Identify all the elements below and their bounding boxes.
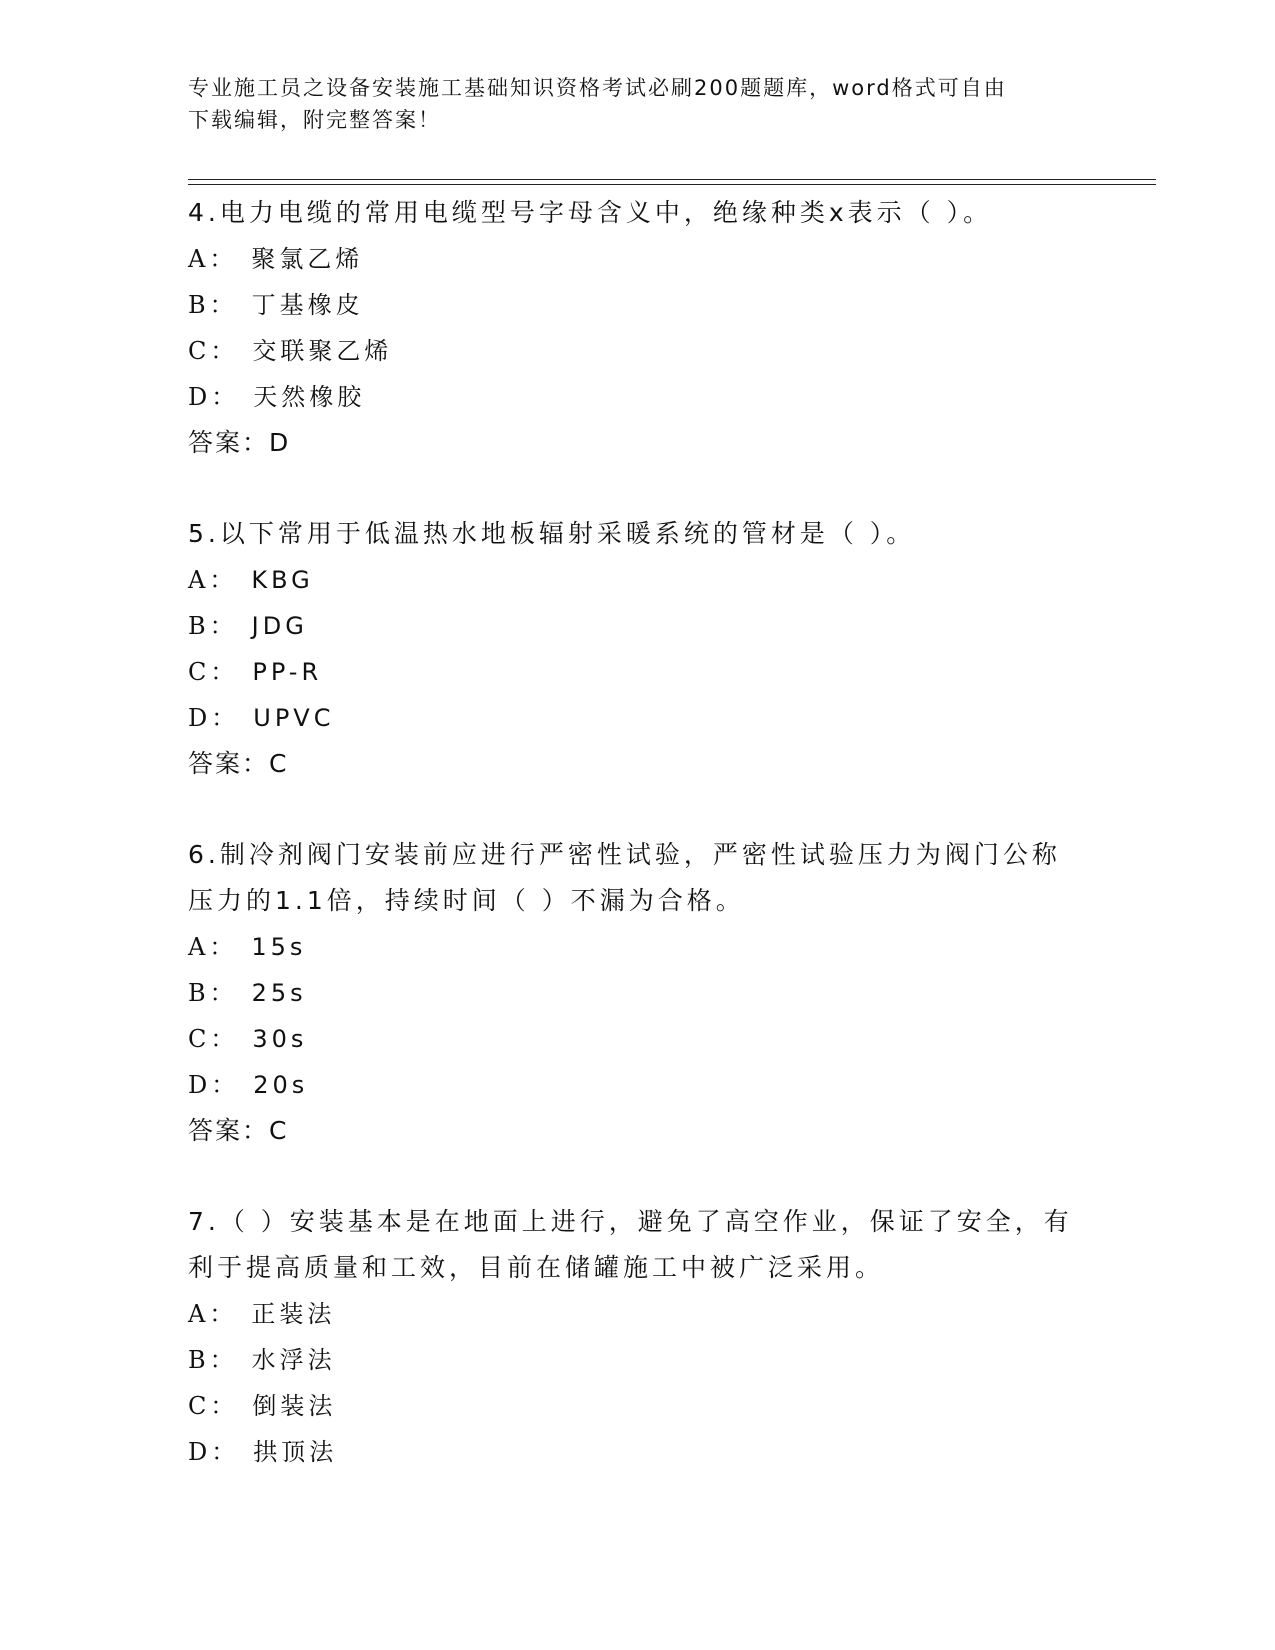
option-text: 水浮法: [251, 1346, 336, 1374]
option-c: [188, 1016, 1088, 1062]
document-header: [188, 72, 1088, 136]
option-letter: D：: [188, 1071, 240, 1099]
option-letter: A：: [188, 1300, 238, 1328]
option-d: [188, 374, 1088, 420]
option-letter: B：: [188, 612, 238, 640]
option-text: 交联聚乙烯: [252, 337, 393, 365]
option-letter: C：: [188, 337, 239, 365]
option-text: 15s: [251, 933, 307, 961]
option-letter: D：: [188, 704, 240, 732]
option-text: 30s: [252, 1025, 308, 1053]
option-letter: A：: [188, 933, 238, 961]
option-text: KBG: [251, 566, 314, 594]
answer-line: 答案：D: [188, 428, 291, 457]
option-text: 拱顶法: [253, 1438, 338, 1466]
option-letter: A：: [188, 566, 238, 594]
option-letter: B：: [188, 1346, 238, 1374]
option-d: [188, 1429, 1088, 1475]
option-text: 倒装法: [252, 1392, 337, 1420]
option-text: 天然橡胶: [253, 383, 366, 411]
option-text: 20s: [253, 1071, 309, 1099]
option-text: PP-R: [252, 658, 323, 686]
option-text: 25s: [251, 979, 307, 1007]
question-stem-line-2: 压力的1.1倍，持续时间（ ）不漏为合格。: [188, 886, 745, 915]
option-text: UPVC: [253, 704, 335, 732]
option-letter: C：: [188, 658, 239, 686]
option-a: [188, 236, 1088, 282]
question-stem-line-1: 7.（ ）安装基本是在地面上进行，避免了高空作业，保证了安全，有: [188, 1207, 1073, 1236]
option-a: [188, 557, 1088, 603]
option-d: [188, 695, 1088, 741]
question-6: [188, 832, 1088, 1154]
spacer: [188, 1154, 1088, 1199]
option-letter: A：: [188, 245, 238, 273]
option-d: [188, 1062, 1088, 1108]
question-5: [188, 511, 1088, 787]
spacer: [188, 787, 1088, 832]
option-c: [188, 649, 1088, 695]
option-b: [188, 970, 1088, 1016]
option-b: [188, 603, 1088, 649]
question-stem-line-2: 利于提高质量和工效，目前在储罐施工中被广泛采用。: [188, 1253, 885, 1282]
option-a: [188, 1291, 1088, 1337]
option-letter: B：: [188, 979, 238, 1007]
option-c: [188, 1383, 1088, 1429]
answer-line: 答案：C: [188, 749, 289, 778]
question-stem: 4.电力电缆的常用电缆型号字母含义中，绝缘种类x表示（ ）。: [188, 198, 993, 227]
option-letter: B：: [188, 291, 238, 319]
answer-line: 答案：C: [188, 1116, 289, 1145]
option-letter: C：: [188, 1025, 239, 1053]
option-text: 丁基橡皮: [251, 291, 364, 319]
header-divider-top: [188, 179, 1156, 180]
option-letter: D：: [188, 1438, 240, 1466]
header-divider-bottom: [188, 184, 1156, 185]
question-7: [188, 1199, 1088, 1475]
header-line-2: 下载编辑，附完整答案！: [188, 108, 441, 132]
question-stem: 5.以下常用于低温热水地板辐射采暖系统的管材是（ ）。: [188, 519, 916, 548]
question-list: [188, 190, 1088, 1475]
option-b: [188, 282, 1088, 328]
option-letter: C：: [188, 1392, 239, 1420]
question-4: [188, 190, 1088, 466]
option-text: 聚氯乙烯: [251, 245, 364, 273]
option-letter: D：: [188, 383, 240, 411]
option-c: [188, 328, 1088, 374]
option-text: JDG: [251, 612, 308, 640]
option-b: [188, 1337, 1088, 1383]
header-line-1: 专业施工员之设备安装施工基础知识资格考试必刷200题题库，word格式可自由: [188, 76, 1007, 100]
question-stem-line-1: 6.制冷剂阀门安装前应进行严密性试验，严密性试验压力为阀门公称: [188, 840, 1061, 869]
option-a: [188, 924, 1088, 970]
spacer: [188, 466, 1088, 511]
option-text: 正装法: [251, 1300, 336, 1328]
